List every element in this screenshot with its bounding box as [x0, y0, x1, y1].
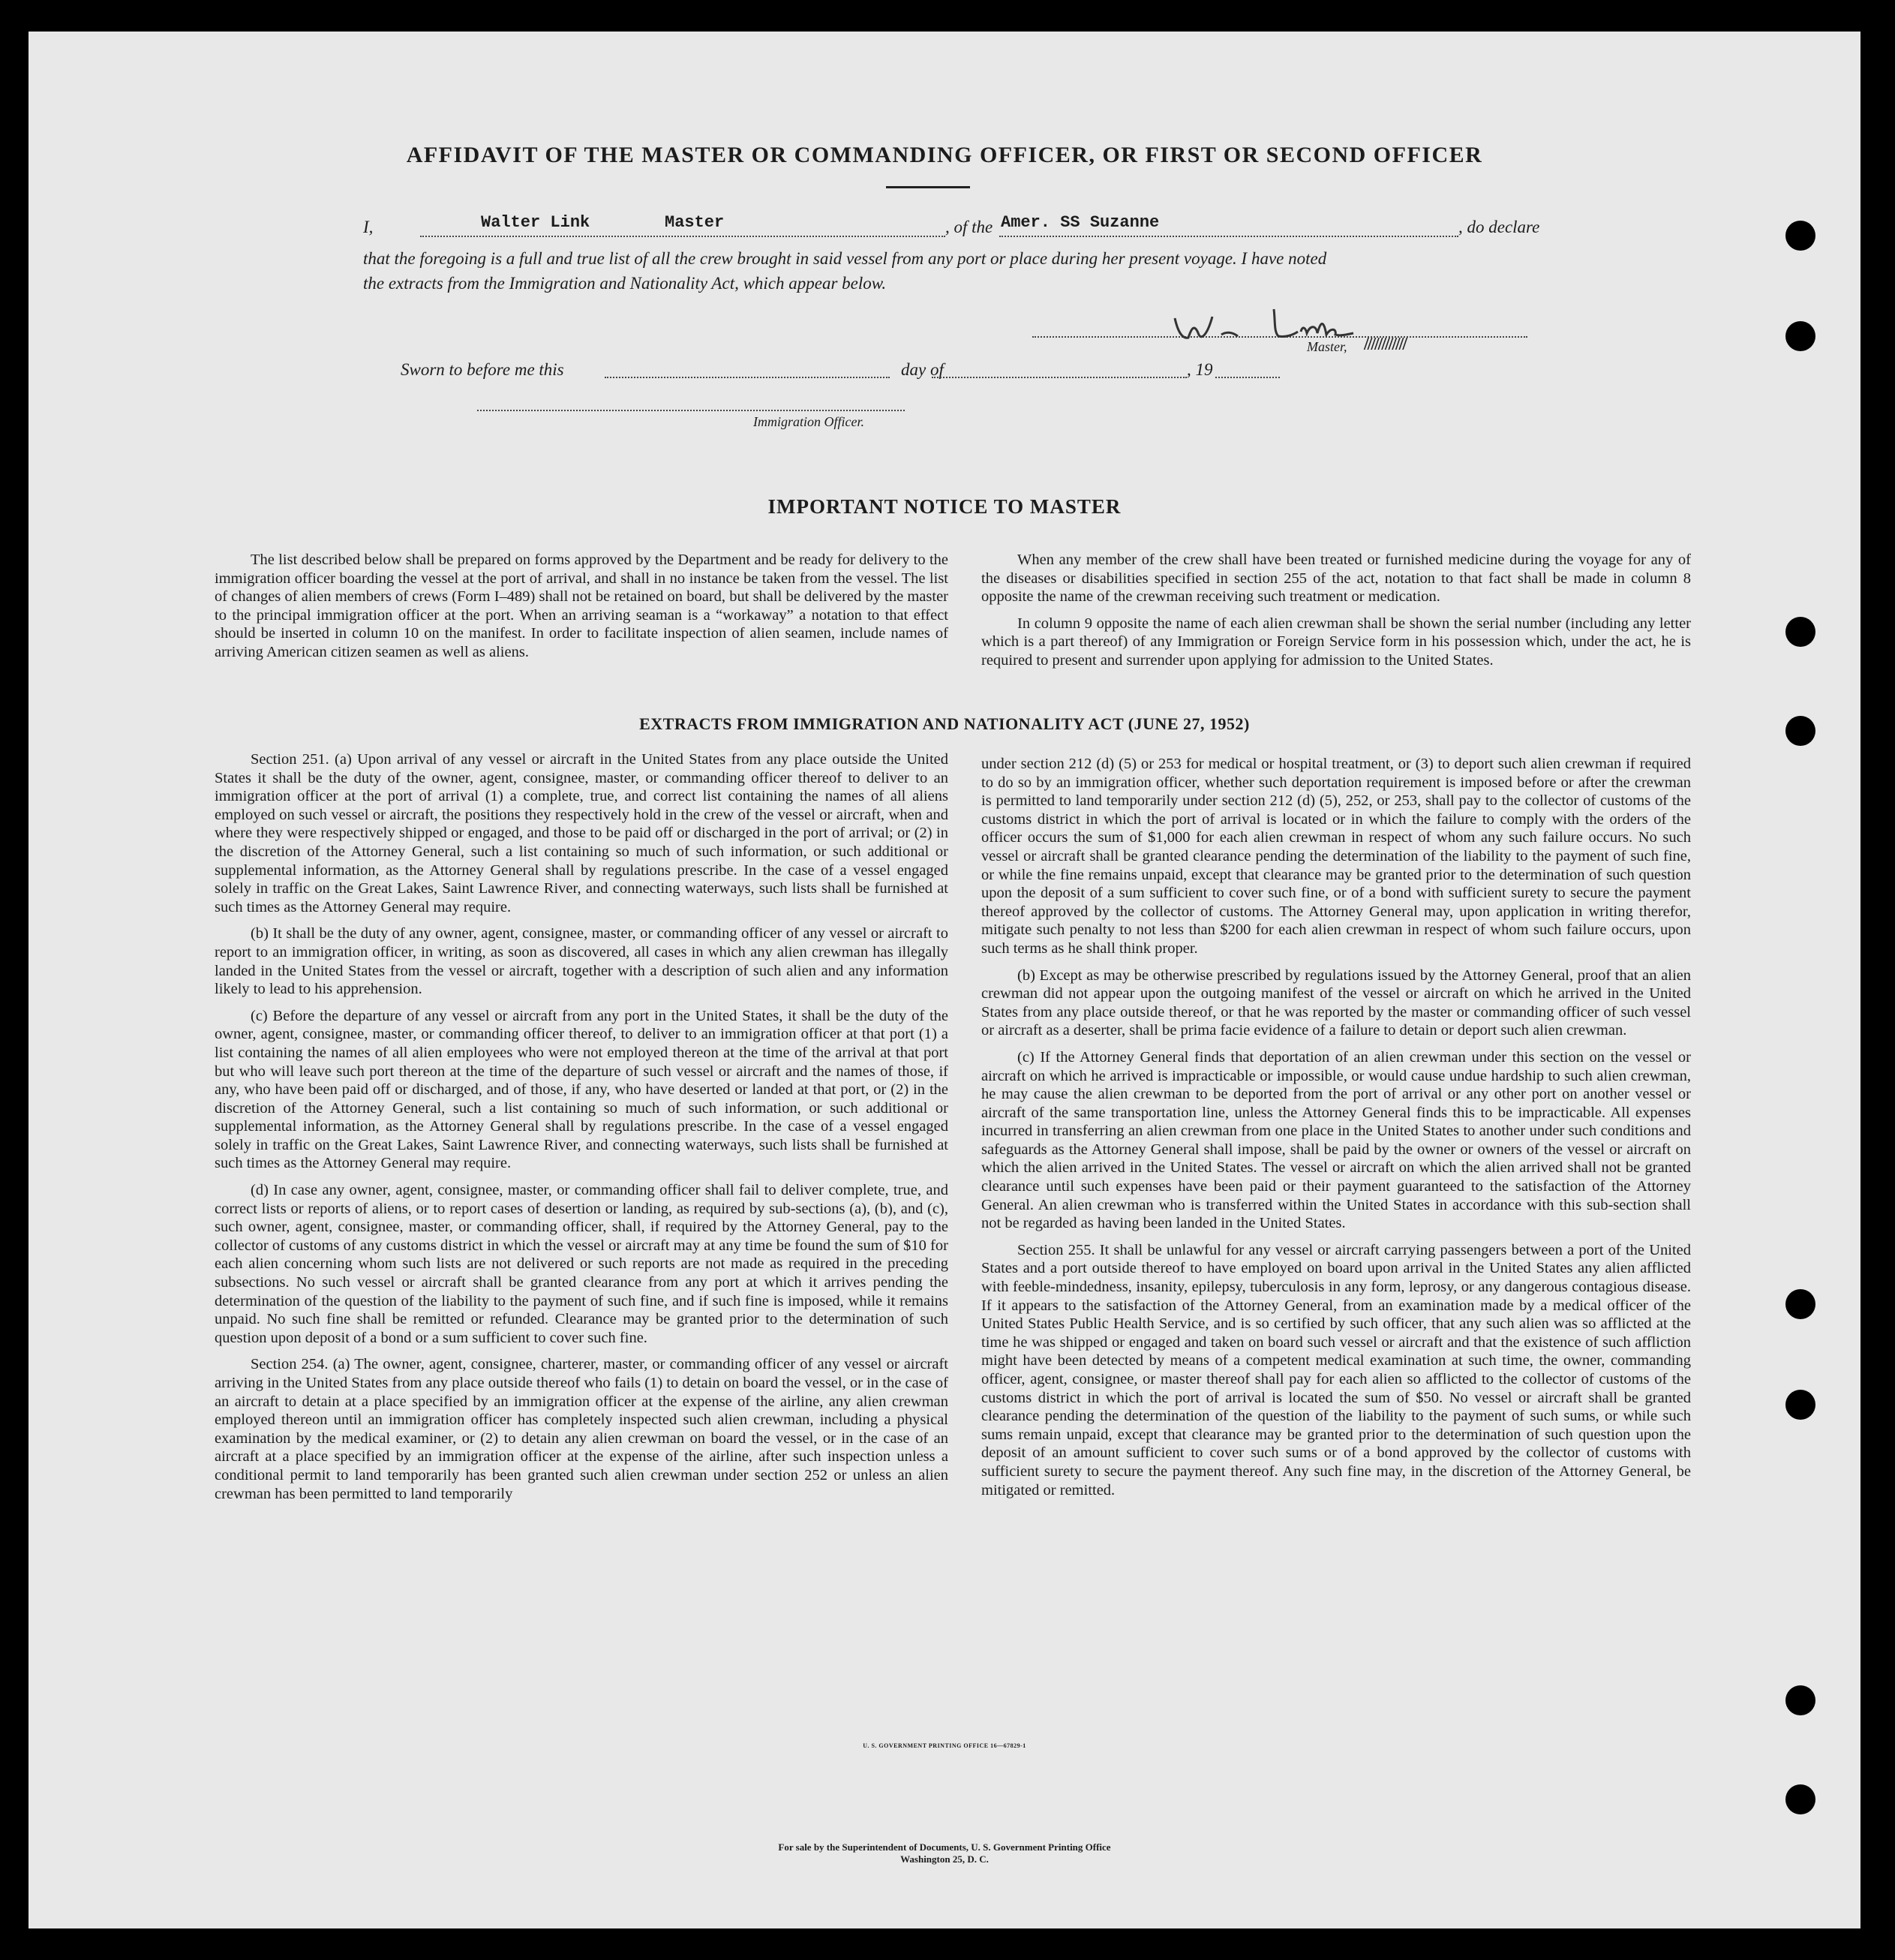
typed-rank: Master: [665, 213, 725, 232]
officer-signature-line: [477, 410, 905, 411]
binder-hole: [1785, 1685, 1815, 1715]
notice-paragraph: In column 9 opposite the name of each alien crewman shall be shown the serial number (including any letter which is a part thereof) of any Immigration or Foreign Service form in his possession which, under the act, he is required to present and surrender upon applying for admission to the United States.: [981, 615, 1691, 669]
sale-line-1: For sale by the Superintendent of Documents, U. S. Government Printing Office: [778, 1841, 1111, 1853]
notice-left-column: [215, 551, 948, 670]
extracts-right-column: [981, 755, 1691, 1508]
sale-notice: [29, 1841, 1860, 1865]
typed-vessel: Amer. SS Suzanne: [1001, 213, 1160, 232]
binder-hole: [1785, 1784, 1815, 1814]
act-paragraph: (b) It shall be the duty of any owner, agent, consignee, master, or commanding officer of any vessel or aircraft to report to an immigration officer, in writing, as soon as discovered, all cases in which any alien crewman has illegally landed in the United States from the vessel or aircraft, together with a description of such alien and any information likely to lead to his apprehension.: [215, 925, 948, 998]
act-paragraph: Section 251. (a) Upon arrival of any vessel or aircraft in the United States from any place outside the United States it shall be the duty of the owner, agent, consignee, master, or commanding officer thereof to deliver to an immigration officer at the port of arrival (1) a complete, true, and correct list containing the names of all aliens employed on such vessel or aircraft, the positions they respectively hold in the crew of the vessel or aircraft, when and where they were respectively shipped or engaged, and those to be paid off or discharged in the port of arrival; or (2) in the discretion of the Attorney General, such a list containing so much of such information, or such additional or supplemental information, as the Attorney General shall by regulations prescribe. In the case of a vessel engaged solely in traffic on the Great Lakes, Saint Lawrence River, and connecting waterways, such lists shall be furnished at such times as the Attorney General may require.: [215, 751, 948, 915]
notice-paragraph: When any member of the crew shall have been treated or furnished medicine during the voyage for any of the diseases or disabilities specified in section 255 of the act, notation to that fact shall be made in column 8 opposite the name of the crewman receiving such treatment or medication.: [981, 552, 1691, 606]
signature-caption: Master,: [1307, 339, 1347, 354]
act-paragraph: under section 212 (d) (5) or 253 for medical or hospital treatment, or (3) to deport such alien crewman if required to do so by an immigration officer, whether such deportation requirement is imposed before or after the crewman is permitted to land temporarily under section 212 (d) (5), 252, or 253, shall pay to the collector of customs of the customs district in which the port of arrival is located or in which the failure to comply with the orders of the officer occurs the sum of $1,000 for each alien crewman in respect of whom any such failure occurs. No such vessel or aircraft shall be granted clearance pending the determination of the liability to the payment of such fine, or while the fine remains unpaid, except that clearance may be granted prior to the determination of such question upon the deposit of a sum sufficient to cover such fine, or of a bond with sufficient surety to secure the payment thereof approved by the collector of customs. The Attorney General may, upon application in writing therefor, mitigate such penalty to not less than $200 for each alien crewman in respect of whom such failure occurs, upon such terms as he shall think proper.: [981, 756, 1691, 957]
binder-hole: [1785, 1289, 1815, 1319]
sworn-year-line: [1215, 377, 1280, 378]
sale-line-2: Washington 25, D. C.: [900, 1853, 989, 1865]
notice-title: IMPORTANT NOTICE TO MASTER: [767, 495, 1122, 518]
declaration-line-1: that the foregoing is a full and true list of all the crew brought in said vessel from any port or place during her present voyage. I have noted: [363, 249, 1327, 268]
notice-paragraph: The list described below shall be prepared on forms approved by the Department and be ready for delivery to the immigration officer boarding the vessel at the port of arrival, and shall in no instance be taken from the vessel. The list of changes of alien members of crews (Form I–489) shall not be retained on board, but shall be delivered by the master to the principal immigration officer at the port. When an arriving seaman is a “workaway” a notation to that effect should be inserted in column 10 on the manifest. In order to facilitate inspection of alien seamen, include names of arriving American citizen seamen as well as aliens.: [215, 552, 948, 660]
of-the-label: , of the: [945, 218, 993, 236]
typed-name: Walter Link: [481, 213, 590, 232]
sworn-date-line: [605, 377, 890, 378]
document-page: [29, 32, 1860, 1928]
act-paragraph: Section 254. (a) The owner, agent, consignee, charterer, master, or commanding officer of any vessel or aircraft arriving in the United States from any place outside thereof who fails (1) to detain on board the vessel, or in the case of an aircraft to detain at a place specified by an immigration officer at the expense of the airline, any alien crewman employed thereon until an immigration officer has completely inspected such alien crewman, including a physical examination by the medical examiner, or (2) to detain any alien crewman on board the vessel, or in the case of an aircraft at a place specified by an immigration officer at the expense of the airline, after such inspection unless a conditional permit to land temporarily has been granted such alien crewman under section 252 or unless an alien crewman has been permitted to land temporarily: [215, 1356, 948, 1502]
act-paragraph: (b) Except as may be otherwise prescribed by regulations issued by the Attorney General, proof that an alien crewman did not appear upon the outgoing manifest of the vessel or aircraft on which he arrived in the United States from any place outside thereof, or that he was reported by the master or commanding officer of such vessel or aircraft as a deserter, shall be prima facie evidence of a failure to detain or deport such alien crewman.: [981, 966, 1691, 1039]
binder-hole: [1785, 1390, 1815, 1420]
title-divider: [886, 186, 970, 188]
act-paragraph: (c) If the Attorney General finds that deportation of an alien crewman under this section on the vessel or aircraft on which he arrived is impracticable or impossible, or would cause undue hardship to such alien crewman, he may cause the alien crewman to be deported from the port of arrival or any other port on another vessel or aircraft of the same transportation line, unless the Attorney General finds this to be impracticable. All expenses incurred in transferring an alien crewman from one place in the United States to another under such conditions and safeguards as the Attorney General shall impose, shall be paid by the owner or owners of the vessel or aircraft on which the alien arrived in the United States. The vessel or aircraft on which the alien arrived shall not be granted clearance until such expenses have been paid or their payment guaranteed to the satisfaction of the Attorney General. An alien crewman who is transferred within the United States in accordance with this sub-section shall not be regarded as having been landed in the United States.: [981, 1048, 1691, 1232]
extracts-left-column: [215, 750, 948, 1511]
signature-strikeout: ////////////: [1364, 335, 1407, 354]
extracts-title: EXTRACTS FROM IMMIGRATION AND NATIONALITY ACT (JUNE 27, 1952): [639, 714, 1250, 733]
notice-right-column: [981, 551, 1691, 678]
name-fill-line: [420, 236, 945, 237]
act-paragraph: Section 255. It shall be unlawful for any vessel or aircraft carrying passengers between a port of the United States and a port outside thereof to have employed on board upon arrival in the United States any alien afflicted with feeble-mindedness, insanity, epilepsy, tuberculosis in any form, leprosy, or any dangerous contagious disease. If it appears to the satisfaction of the Attorney General, from an examination made by a medical officer of the United States Public Health Service, and is so certified by such officer, that any such alien was so afflicted at the time he was shipped or engaged and taken on board such vessel or aircraft and that the existence of such affliction might have been detected by means of a competent medical examination at such time, the owner, commanding officer, agent, consignee, or master thereof shall pay for each alien so afflicted to the collector of customs of the customs district in which the port of arrival is located the sum of $50. No vessel or aircraft shall be granted clearance pending the determination of the question of the liability to the payment of such sums, or while such sums remain unpaid, except that clearance may be granted prior to the determination of such question upon the deposit of an amount sufficient to cover such sums or of a bond approved by the collector of customs with sufficient surety to secure the payment thereof. Any such fine may, in the discretion of the Attorney General, be mitigated or remitted.: [981, 1241, 1691, 1499]
binder-hole: [1785, 716, 1815, 746]
master-signature: [1169, 302, 1379, 347]
print-code: U. S. GOVERNMENT PRINTING OFFICE 16—67829-1: [863, 1742, 1026, 1749]
year-label: , 19: [1187, 360, 1213, 379]
day-of-label: day of: [901, 360, 944, 379]
affidavit-title: AFFIDAVIT OF THE MASTER OR COMMANDING OFFICER, OR FIRST OR SECOND OFFICER: [406, 143, 1483, 167]
prefix-i: I,: [363, 218, 374, 236]
binder-hole: [1785, 221, 1815, 251]
binder-hole: [1785, 321, 1815, 351]
officer-caption: Immigration Officer.: [753, 414, 864, 429]
act-paragraph: (c) Before the departure of any vessel or aircraft from any port in the United States, it shall be the duty of the owner, agent, consignee, master, or commanding officer thereof, to deliver to an immigration officer at that port (1) a list containing the names of all alien employees who were not employed thereon at the time of the arrival at that port but who will leave such port thereon at the time of the departure of such vessel or aircraft and the names of those, if any, who have been paid off or discharged, and of those, if any, who have deserted or landed at that port, or (2) in the discretion of the Attorney General, such a list containing so much of such information, or such additional or supplemental information, as the Attorney General shall by regulations prescribe. In the case of a vessel engaged solely in traffic on the Great Lakes, Saint Lawrence River, and connecting waterways, such lists shall be furnished at such times as the Attorney General may require.: [215, 1007, 948, 1172]
binder-hole: [1785, 617, 1815, 647]
vessel-fill-line: [999, 236, 1458, 237]
act-paragraph: (d) In case any owner, agent, consignee, master, or commanding officer shall fail to deliver complete, true, and correct lists or reports of aliens, or to report cases of desertion or landing, as required by sub-sections (a), (b), and (c), such owner, agent, consignee, master, or commanding officer, shall, if required by the Attorney General, pay to the collector of customs of any customs district in which the vessel or aircraft may at any time be found the sum of $10 for each alien concerning whom such lists are not delivered or such reports are not made as required in the preceding subsections. No such vessel or aircraft shall be granted clearance from any port at which it arrives pending the determination of the question of the liability to the payment of such fine, and if such fine is imposed, while it remains unpaid. No such fine shall be remitted or refunded. Clearance may be granted prior to the determination of such question upon deposit of a bond or a sum sufficient to cover such fine.: [215, 1182, 948, 1346]
do-declare-label: , do declare: [1458, 218, 1540, 236]
sworn-month-line: [932, 377, 1187, 378]
declaration-line-2: the extracts from the Immigration and Nationality Act, which appear below.: [363, 274, 887, 293]
sworn-label: Sworn to before me this: [401, 360, 564, 379]
